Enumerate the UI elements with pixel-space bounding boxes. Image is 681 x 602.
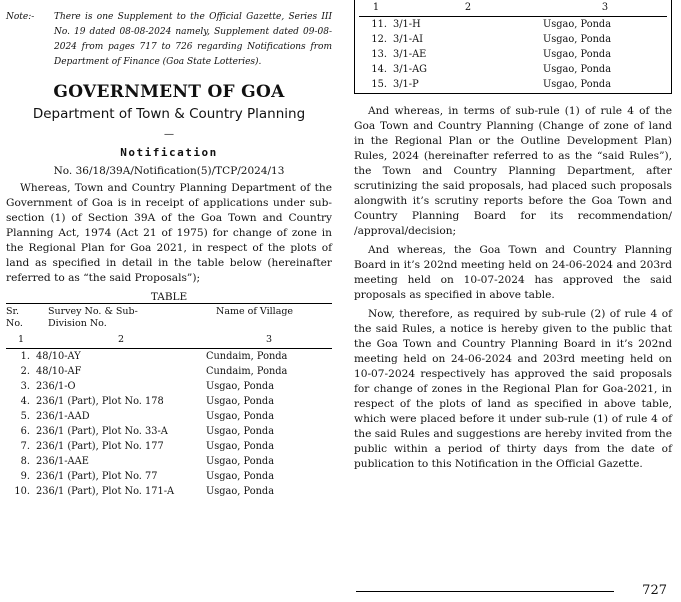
- row-survey: 236/1-AAE: [36, 456, 89, 467]
- row-survey: 236/1 (Part), Plot No. 171-A: [36, 486, 175, 497]
- row-village: Usgao, Ponda: [206, 456, 275, 467]
- supplement-note: [6, 10, 332, 70]
- footer-rule: [356, 591, 614, 592]
- row-village: Usgao, Ponda: [206, 441, 275, 452]
- left-column: [6, 0, 332, 499]
- row-survey: 3/1-P: [393, 79, 419, 90]
- row-village: Usgao, Ponda: [206, 411, 275, 422]
- row-sr: 8.: [20, 456, 30, 467]
- row-survey: 236/1-AAD: [36, 411, 90, 422]
- row-village: Usgao, Ponda: [206, 486, 275, 497]
- note-text: There is one Supplement to the Official Gazette, Series III No. 19 dated 08-08-2024 namely, Supplement dated 09-08-2024 from pages 717 to 726 regarding Notifications from Department of Finance (Goa State Lotteries).: [54, 12, 332, 67]
- row-village: Usgao, Ponda: [206, 471, 275, 482]
- table-row: [6, 484, 332, 499]
- table-row: [359, 17, 667, 33]
- row-survey: 48/10-AY: [36, 351, 81, 362]
- row-sr: 1.: [20, 351, 30, 362]
- table-row: [6, 364, 332, 379]
- table-title: TABLE: [150, 291, 188, 303]
- row-village: Usgao, Ponda: [206, 381, 275, 392]
- column-number: 2: [36, 332, 206, 349]
- right-column: [354, 0, 672, 472]
- paragraph-public-notice: Now, therefore, as required by sub-rule (2) of rule 4 of the said Rules, a notice is hereby given to the public that the Goa Town and Country Planning Board in it’s 202nd meeting held on 24-06-2024 and 203rd meeting held on 10-07-2024 respectively has approved the said proposals for change of zones in the Regional Plan for Goa-2021, in respect of the plots of land as specified in above table, which were placed before it under sub-rule (1) of rule 4 of the said Rules and suggestions are hereby invited from the public within a period of thirty days from the date of publication to this Notification in the Official Gazette.: [354, 308, 672, 470]
- row-survey: 236/1 (Part), Plot No. 178: [36, 396, 164, 407]
- row-sr: 7.: [20, 441, 30, 452]
- table-row: [6, 379, 332, 394]
- row-sr: 6.: [20, 426, 30, 437]
- table-row: [6, 439, 332, 454]
- row-survey: 236/1 (Part), Plot No. 33-A: [36, 426, 168, 437]
- row-survey: 48/10-AF: [36, 366, 82, 377]
- department-title: Department of Town & Country Planning: [32, 106, 306, 122]
- row-survey: 3/1-AI: [393, 34, 424, 45]
- zone-table-part-2-box: [354, 0, 672, 94]
- table-row: [6, 349, 332, 365]
- table-row: [6, 424, 332, 439]
- row-sr: 14.: [371, 64, 387, 75]
- table-row: [359, 47, 667, 62]
- paragraph-rules-scrutiny: And whereas, in terms of sub-rule (1) of rule 4 of the Goa Town and Country Planning (Change of zone of land in the Regional Plan or the Outline Development Plan) Rules, 2024 (hereinafter referred to as the “said Rules”), the Town and Country Planning Department, after scrutinizing the said proposals, had placed such proposals alongwith it’s scrutiny reports before the Goa Town and Country Planning Board for its recommendation/ /approval/decision;: [354, 105, 672, 237]
- header-sr-no: Sr. No.: [6, 306, 23, 329]
- row-survey: 236/1 (Part), Plot No. 77: [36, 471, 158, 482]
- header-village: Name of Village: [216, 306, 294, 317]
- row-sr: 5.: [20, 411, 30, 422]
- row-village: Usgao, Ponda: [543, 34, 612, 45]
- row-sr: 2.: [20, 366, 30, 377]
- row-sr: 13.: [371, 49, 387, 60]
- page-number: 727: [642, 583, 667, 598]
- row-survey: 3/1-AE: [393, 49, 427, 60]
- row-village: Usgao, Ponda: [543, 19, 612, 30]
- zone-table-part-2: [359, 0, 667, 92]
- row-sr: 11.: [371, 19, 387, 30]
- row-sr: 9.: [20, 471, 30, 482]
- notification-heading: Notification: [120, 146, 218, 159]
- column-number: 1: [359, 0, 393, 17]
- table-row: [6, 454, 332, 469]
- row-survey: 3/1-AG: [393, 64, 427, 75]
- row-village: Cundaim, Ponda: [206, 351, 288, 362]
- row-sr: 3.: [20, 381, 30, 392]
- row-village: Usgao, Ponda: [543, 64, 612, 75]
- row-sr: 12.: [371, 34, 387, 45]
- row-village: Usgao, Ponda: [543, 79, 612, 90]
- row-village: Cundaim, Ponda: [206, 366, 288, 377]
- row-sr: 10.: [14, 486, 30, 497]
- notification-number: No. 36/18/39A/Notification(5)/TCP/2024/13: [53, 165, 285, 177]
- table-row: [359, 77, 667, 92]
- intro-paragraph: Whereas, Town and Country Planning Department of the Government of Goa is in receipt of applications under sub-section (1) of Section 39A of the Goa Town and Country Planning Act, 1974 (Act 21 of 1975) for change of zone in the Regional Plan for Goa 2021, in respect of the plots of land as specified in detail in the table below (hereinafter referred to as “the said Proposals”);: [6, 182, 332, 284]
- government-title: GOVERNMENT OF GOA: [53, 82, 285, 102]
- row-survey: 236/1 (Part), Plot No. 177: [36, 441, 164, 452]
- separator-dash: —: [164, 129, 174, 140]
- table-row: [6, 409, 332, 424]
- zone-table-part-1: [6, 303, 332, 499]
- row-survey: 3/1-H: [393, 19, 421, 30]
- column-number: 3: [206, 332, 332, 349]
- note-label: Note:-: [6, 12, 35, 22]
- column-number: 2: [393, 0, 543, 17]
- row-village: Usgao, Ponda: [543, 49, 612, 60]
- table-row: [359, 32, 667, 47]
- header-survey-no: Survey No. & Sub-Division No.: [48, 306, 138, 329]
- row-sr: 15.: [371, 79, 387, 90]
- row-village: Usgao, Ponda: [206, 396, 275, 407]
- column-number: 3: [543, 0, 667, 17]
- column-number: 1: [6, 332, 36, 349]
- table-row: [359, 62, 667, 77]
- row-survey: 236/1-O: [36, 381, 76, 392]
- row-village: Usgao, Ponda: [206, 426, 275, 437]
- paragraph-board-approval: And whereas, the Goa Town and Country Planning Board in it’s 202nd meeting held on 24-06-2024 and 203rd meeting held on 10-07-2024 has approved the said proposals as specified in above table.: [354, 244, 672, 301]
- table-row: [6, 394, 332, 409]
- row-sr: 4.: [20, 396, 30, 407]
- table-row: [6, 469, 332, 484]
